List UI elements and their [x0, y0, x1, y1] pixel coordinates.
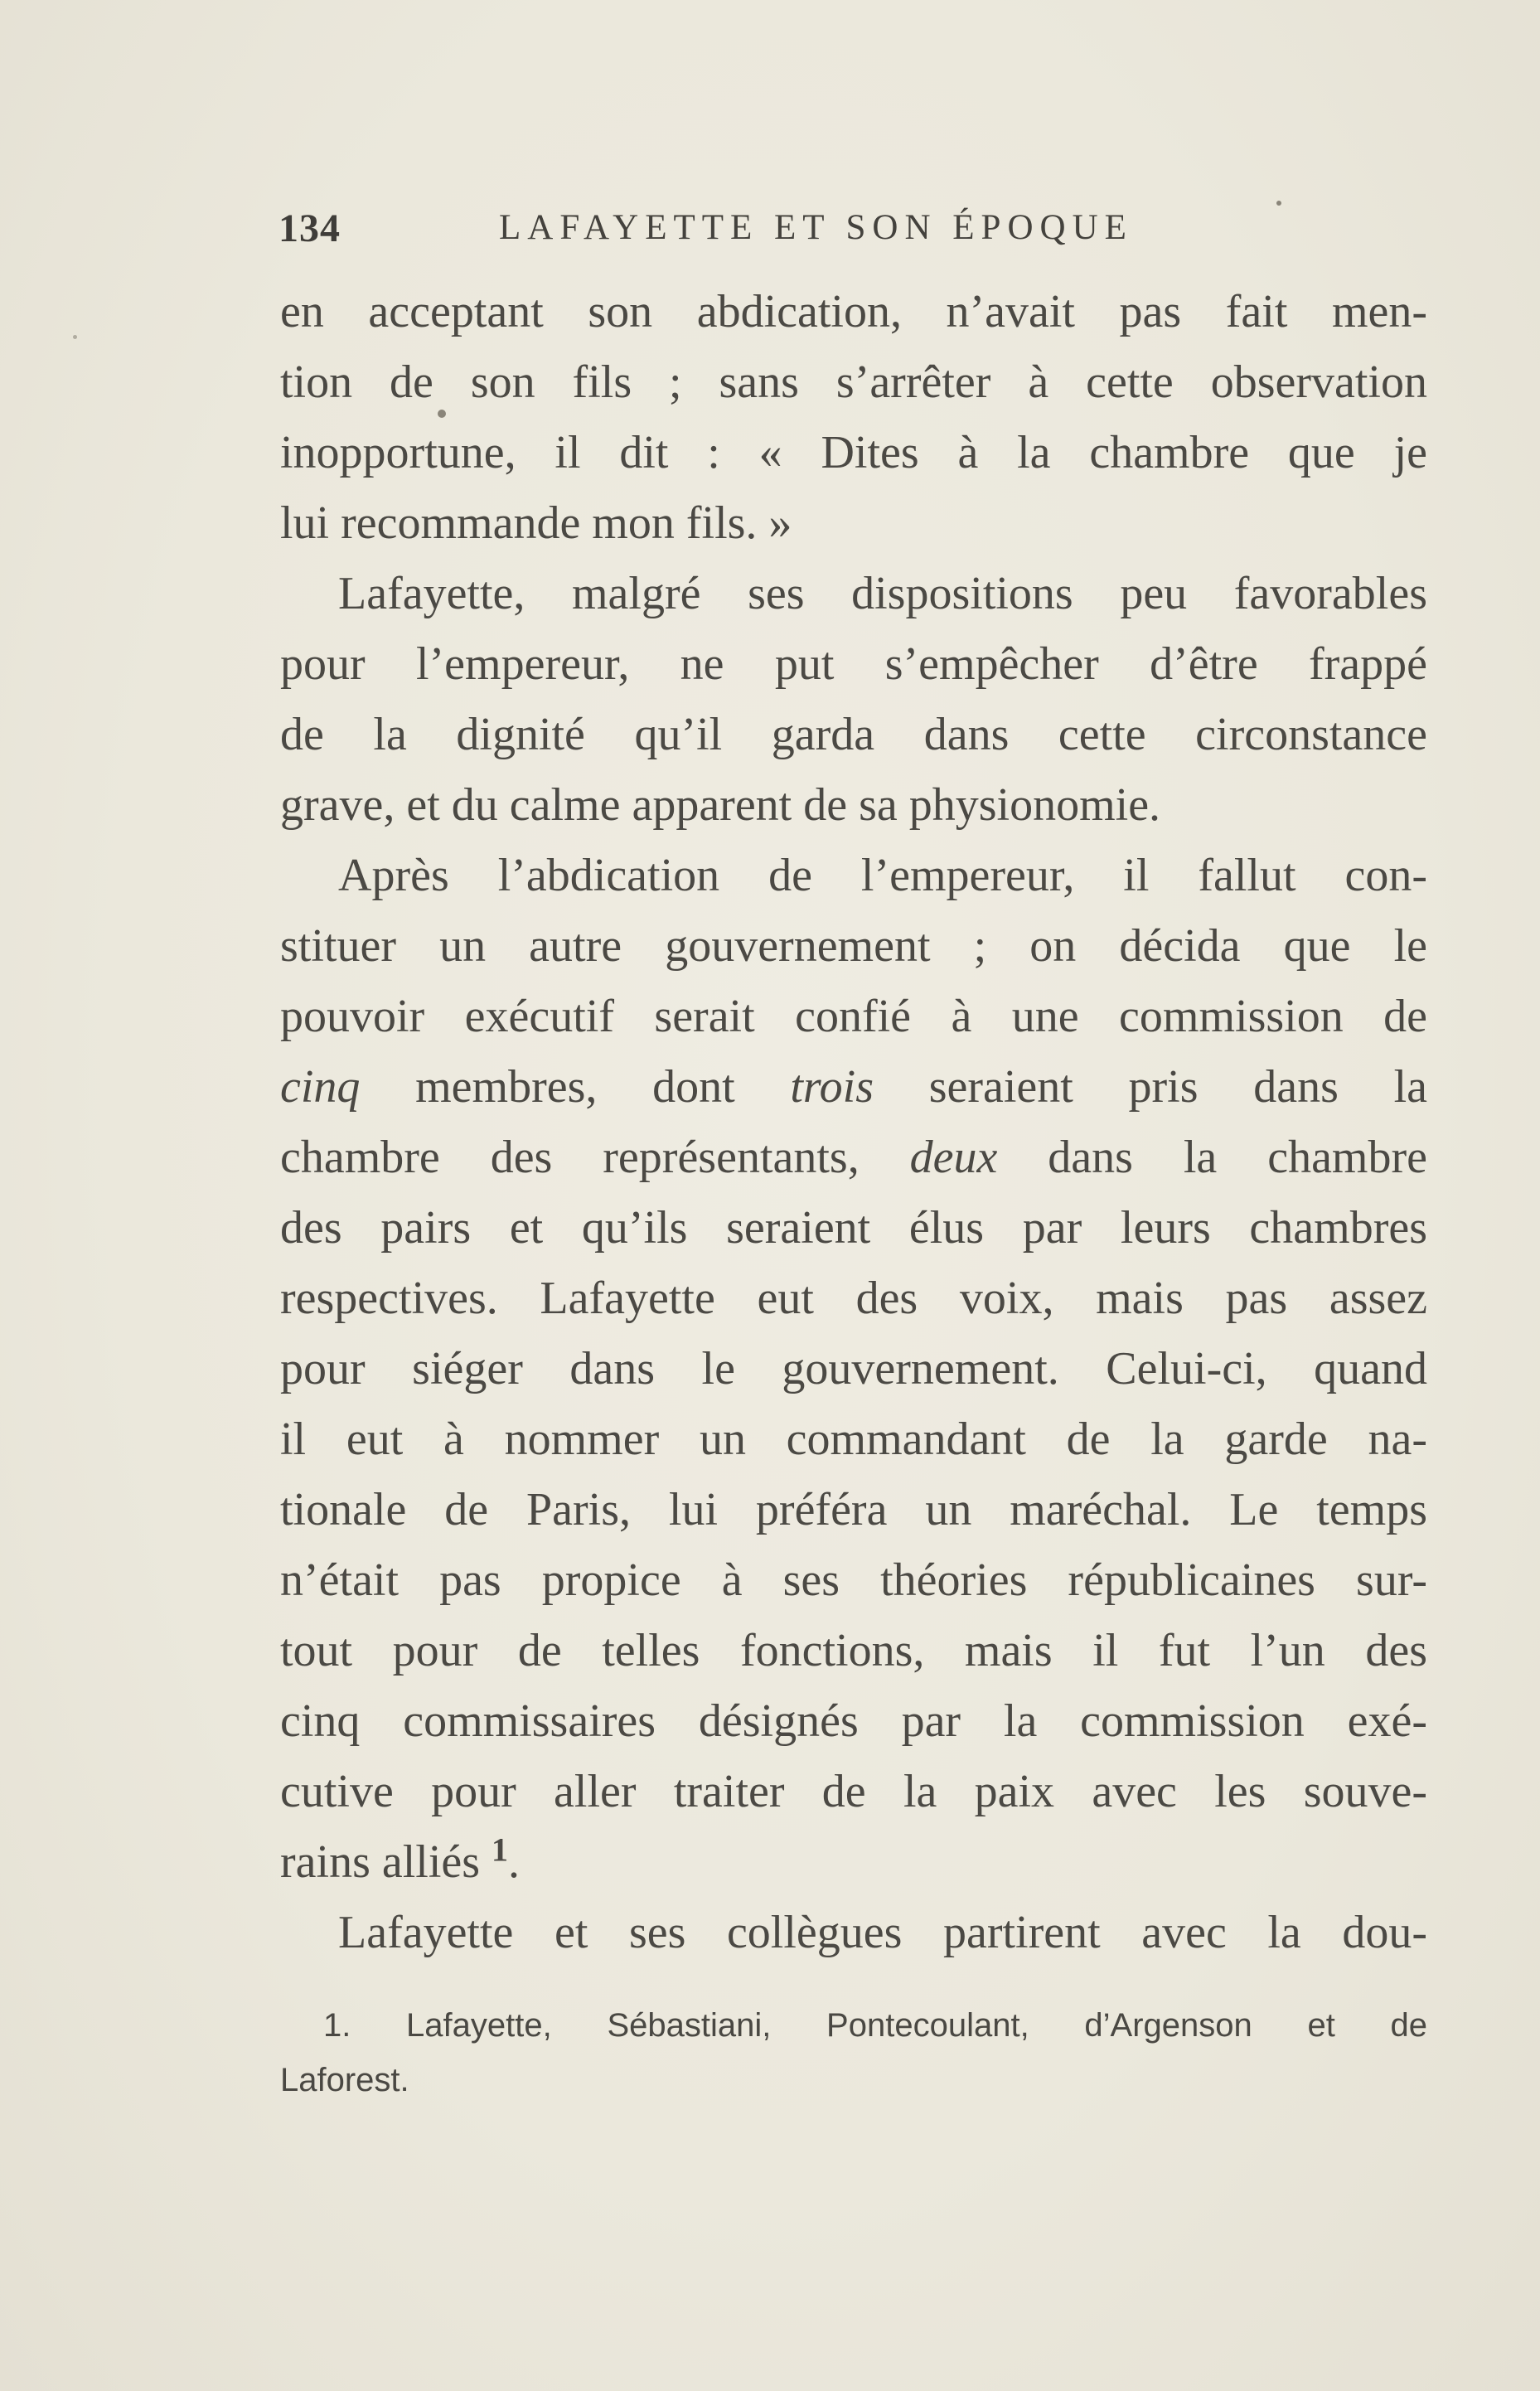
text-line: Lafayette et ses collègues partirent avec la dou- [338, 1907, 1427, 1958]
text-segment: dans la chambre [997, 1132, 1427, 1183]
text-line: stituer un autre gouvernement ; on décida que le [280, 920, 1427, 972]
italic-word: deux [909, 1132, 998, 1183]
text-segment: seraient pris dans la [874, 1061, 1428, 1113]
text-line: des pairs et qu’ils seraient élus par leurs chambres [280, 1202, 1427, 1254]
text-line: tion de son fils ; sans s’arrêter à cette observation [280, 356, 1427, 408]
text-segment: membres, dont [360, 1061, 791, 1113]
paper-speck [438, 410, 446, 418]
italic-word: cinq [280, 1061, 361, 1113]
text-line [280, 1123, 1427, 1193]
text-line: n’était pas propice à ses théories républicaines sur- [280, 1554, 1427, 1606]
text-line: tout pour de telles fonctions, mais il fut l’un des [280, 1625, 1427, 1676]
text-line: de la dignité qu’il garda dans cette circonstance [280, 709, 1427, 760]
text-line: pour siéger dans le gouvernement. Celui-ci, quand [280, 1343, 1427, 1394]
text-line: pouvoir exécutif serait confié à une commission de [280, 991, 1427, 1042]
text-line: Après l’abdication de l’empereur, il fallut con- [338, 850, 1427, 901]
text-line: inopportune, il dit : « Dites à la chambre que je [280, 427, 1427, 478]
paper-speck [73, 335, 77, 339]
text-segment: . [508, 1836, 521, 1888]
running-title: LAFAYETTE ET SON ÉPOQUE [499, 208, 1133, 247]
text-segment: rains alliés [280, 1836, 492, 1888]
text-line: il eut à nommer un commandant de la garde na- [280, 1414, 1427, 1465]
text-segment: chambre des représentants, [280, 1132, 910, 1183]
page-header [278, 206, 1273, 255]
text-line: grave, et du calme apparent de sa physionomie. [280, 779, 1161, 831]
paper-speck [1276, 201, 1281, 206]
text-line [280, 1052, 1427, 1123]
italic-word: trois [790, 1061, 874, 1113]
page-number: 134 [278, 206, 341, 250]
text-line: respectives. Lafayette eut des voix, mais pas assez [280, 1273, 1427, 1324]
text-line: tionale de Paris, lui préféra un maréchal. Le temps [280, 1484, 1427, 1535]
body-text [280, 277, 1427, 1968]
footnote [280, 1998, 1427, 2107]
text-line [280, 1827, 1427, 1898]
footnote-line: 1. Lafayette, Sébastiani, Pontecoulant, d’Argenson et de [323, 2007, 1427, 2044]
text-line: en acceptant son abdication, n’avait pas fait men- [280, 286, 1427, 337]
footnote-line: Laforest. [280, 2062, 409, 2098]
text-line: pour l’empereur, ne put s’empêcher d’être frappé [280, 638, 1427, 690]
footnote-marker: 1 [492, 1831, 509, 1869]
text-line: Lafayette, malgré ses dispositions peu favorables [338, 568, 1427, 619]
text-line: cutive pour aller traiter de la paix avec les souve- [280, 1766, 1427, 1817]
text-line: lui recommande mon fils. » [280, 497, 792, 549]
text-line: cinq commissaires désignés par la commission exé- [280, 1695, 1427, 1747]
